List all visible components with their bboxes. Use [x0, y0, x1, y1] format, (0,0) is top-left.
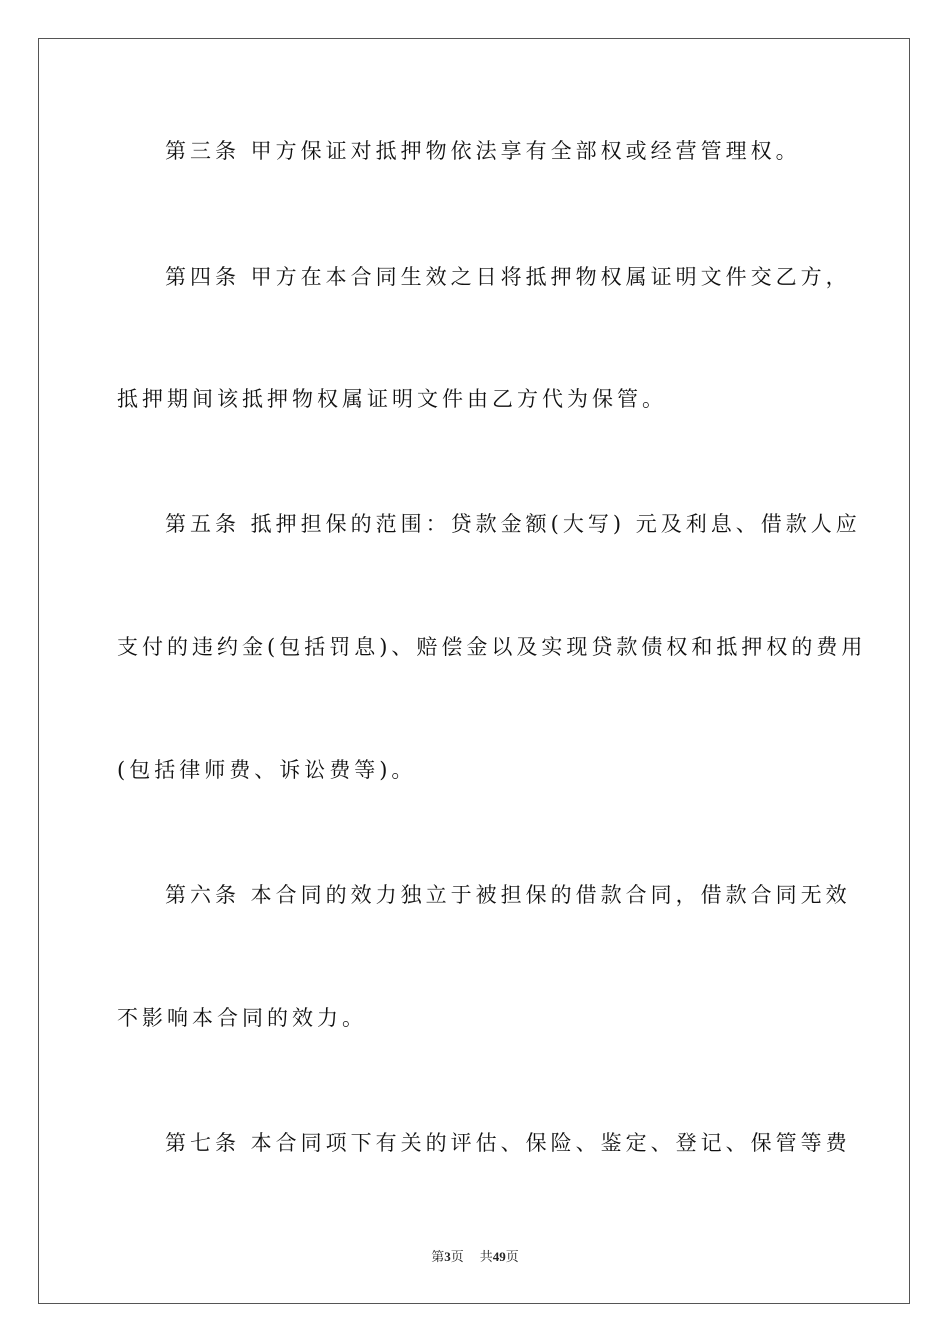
total-prefix: 共 [479, 1249, 493, 1264]
clause-6-line-1: 第六条 本合同的效力独立于被担保的借款合同，借款合同无效 [165, 883, 851, 907]
page-border [38, 38, 910, 1304]
total-suffix: 页 [505, 1249, 519, 1264]
clause-6-line-2: 不影响本合同的效力。 [117, 1006, 367, 1030]
clause-5-line-3: (包括律师费、诉讼费等)。 [117, 758, 417, 782]
clause-4-line-2: 抵押期间该抵押物权属证明文件由乙方代为保管。 [117, 387, 667, 411]
page-suffix: 页 [450, 1249, 464, 1264]
clause-4-line-1: 第四条 甲方在本合同生效之日将抵押物权属证明文件交乙方， [165, 265, 851, 289]
page-prefix: 第 [431, 1249, 445, 1264]
clause-5-line-2: 支付的违约金(包括罚息)、赔偿金以及实现贷款债权和抵押权的费用 [117, 635, 867, 659]
clause-7-line-1: 第七条 本合同项下有关的评估、保险、鉴定、登记、保管等费 [165, 1131, 851, 1155]
clause-3-line-1: 第三条 甲方保证对抵押物依法享有全部权或经营管理权。 [165, 139, 801, 163]
page-number: 3 [444, 1249, 451, 1264]
clause-5-line-1: 第五条 抵押担保的范围：贷款金额(大写) 元及利息、借款人应 [165, 512, 861, 536]
total-pages: 49 [492, 1249, 506, 1264]
page-footer [0, 1246, 950, 1265]
